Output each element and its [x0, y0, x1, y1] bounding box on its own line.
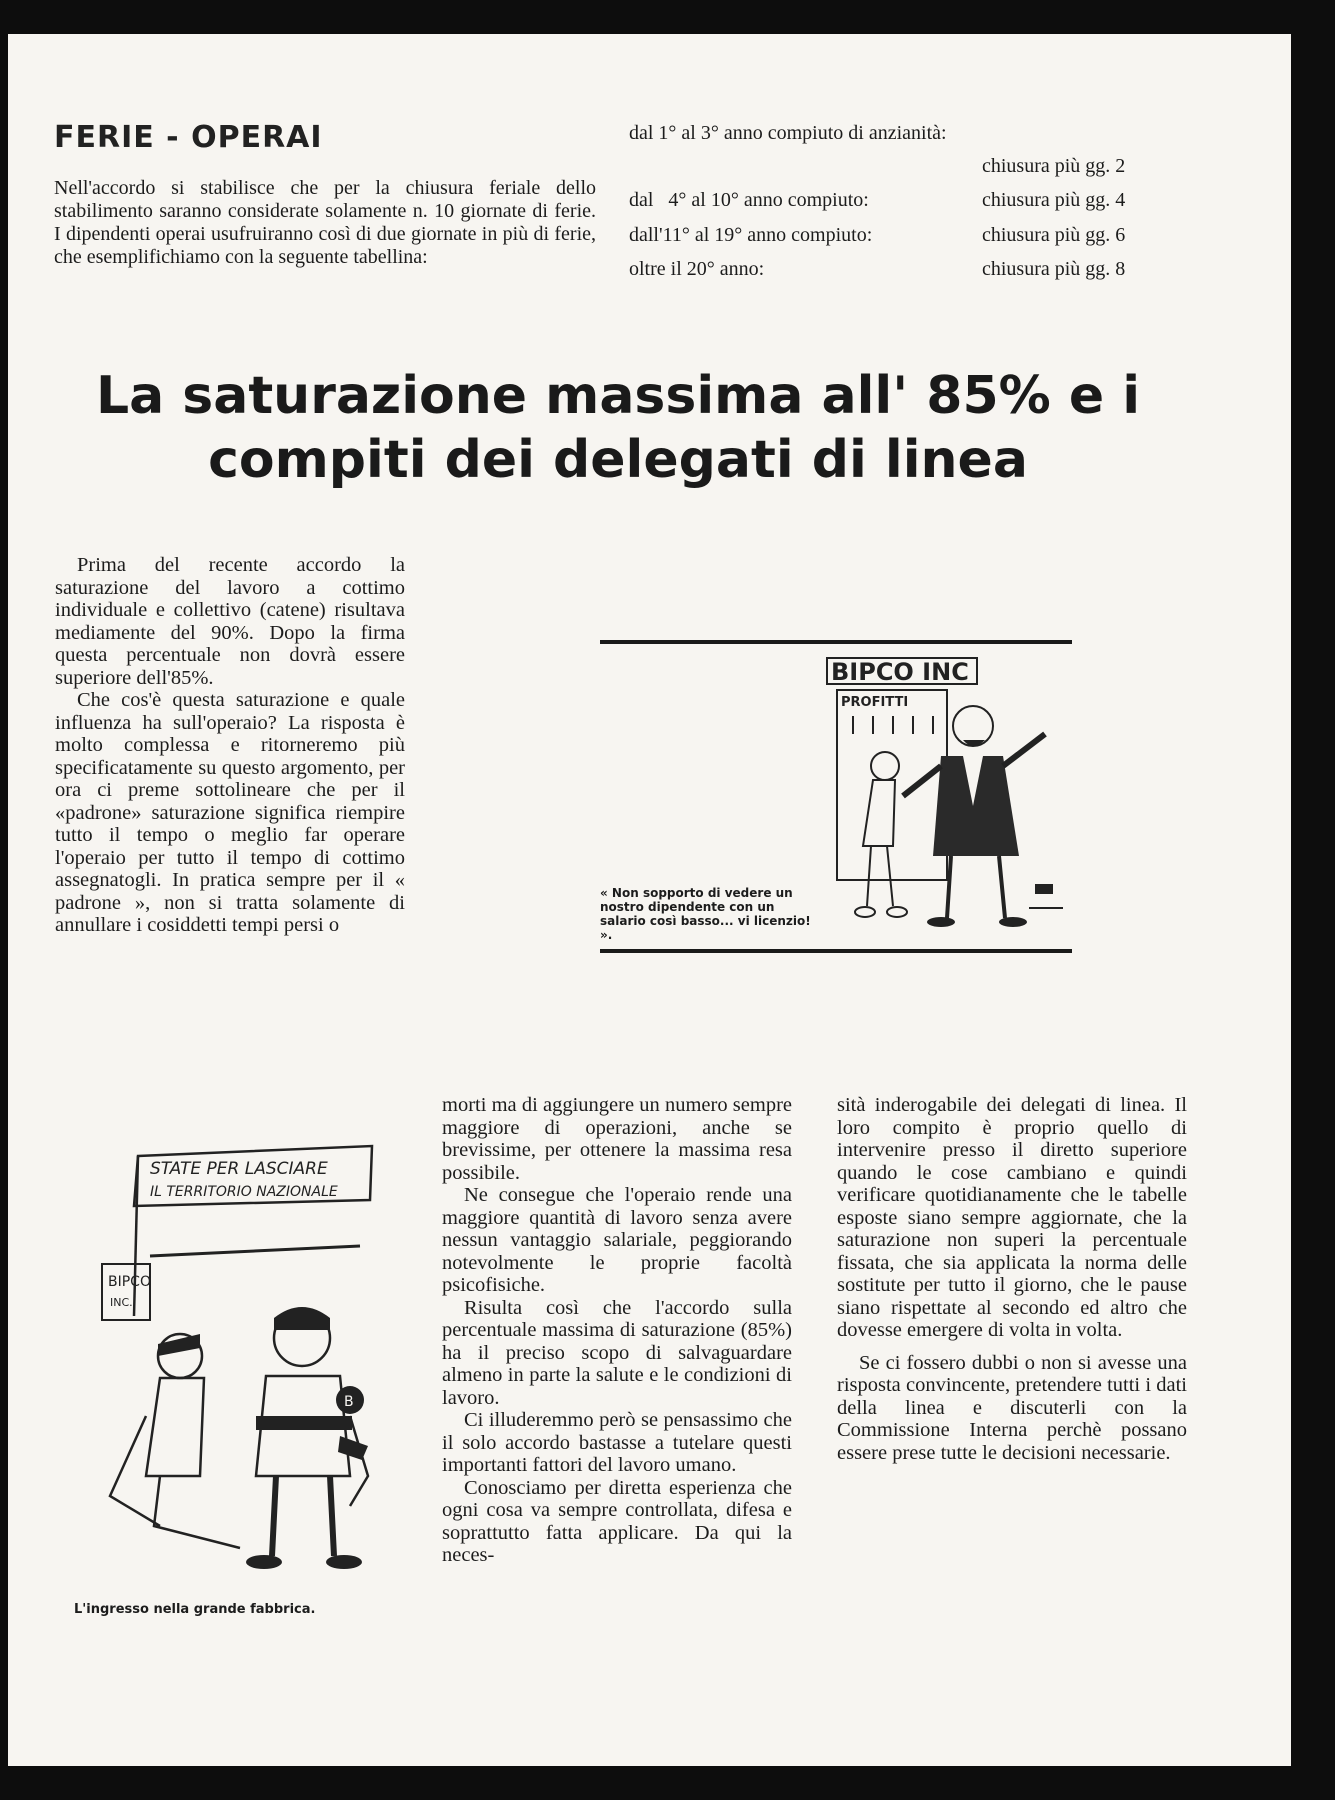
armband-letter: B [344, 1394, 354, 1410]
ferie-paragraph: Nell'accordo si stabilisce che per la chiusura feriale dello stabilimento saranno considerate solamente n. 10 giornate di ferie. I dipendenti operai usufruiranno così di due giornate in più di ferie, che esemplifichiamo con la seguente tabellina: [54, 177, 596, 268]
cartoon-guards-illustration [50, 1116, 390, 1601]
article-headline [68, 364, 1168, 492]
schedule-row-value: chiusura più gg. 4 [982, 189, 1126, 211]
schedule-row-value: chiusura più gg. 2 [982, 155, 1126, 177]
ferie-heading: FERIE - OPERAI [54, 120, 323, 155]
door-sign-line-2: INC. [110, 1296, 133, 1309]
article-column-3 [837, 1094, 1187, 1464]
door-sign-line-1: BIPCO [108, 1274, 151, 1290]
paragraph: Se ci fossero dubbi o non si avesse una risposta convincente, pretendere tutti i dati della linea e discuterli con la Commissione Interna perchè possano essere prese tutte le decisioni necessarie. [837, 1351, 1187, 1464]
paragraph: sità inderogabile dei delegati di linea. Il loro compito è proprio quello di intervenire presso il diretto superiore quando le cose cambiano e quindi verificare quotidianamente che le tabelle esposte siano sempre aggiornate, che la saturazione non superi la percentuale fissata, che sia applicata la norma delle sostitute per tutto il giorno, che le pause siano rispettate al secondo ed altro che dovesse emergere di volta in volta. [837, 1094, 1187, 1341]
schedule-row-value: chiusura più gg. 6 [982, 224, 1126, 246]
schedule-row-value: chiusura più gg. 8 [982, 258, 1126, 280]
paragraph: Risulta così che l'accordo sulla percentuale massima di saturazione (85%) ha il preciso scopo di salvaguardare almeno in parte la salute e le condizioni di lavoro. [442, 1296, 792, 1409]
schedule-intro: dal 1° al 3° anno compiuto di anzianità: [629, 122, 947, 144]
paragraph: morti ma di aggiungere un numero sempre maggiore di operazioni, anche se brevissime, per ottenere la massima resa possibile. [442, 1094, 792, 1184]
article-column-2 [442, 1094, 792, 1567]
article-column-1 [55, 554, 405, 937]
schedule-row-label: oltre il 20° anno: [629, 258, 765, 280]
document-page [8, 34, 1291, 1766]
divider-rule [600, 949, 1072, 953]
paragraph: Ci illuderemmo però se pensassimo che il solo accordo bastasse a tutelare questi importanti fattori del lavoro umano. [442, 1409, 792, 1476]
headline-line-2: compiti dei delegati di linea [208, 430, 1028, 490]
paragraph: Che cos'è questa saturazione e quale influenza ha sull'operaio? La risposta è molto complessa e ritorneremo più specificatamente su questo argomento, per ora ci preme sottolineare che per il «padrone» saturazione significa riempire tutto il tempo o meglio far operare l'operaio per tutto il tempo di cottimo assegnatogli. In pratica sempre per il « padrone », non si tratta solamente di annullare i cosiddetti tempi persi o [55, 689, 405, 936]
paragraph: Conosciamo per diretta esperienza che ogni cosa va sempre controllata, difesa e soprattutto fatta applicare. Da qui la neces- [442, 1476, 792, 1566]
cartoon-sign-line-1: STATE PER LASCIARE [150, 1159, 328, 1179]
headline-line-1: La saturazione massima all' 85% e i [95, 366, 1141, 426]
schedule-row-label: dal 4° al 10° anno compiuto: [629, 189, 869, 211]
cartoon-caption: « Non sopporto di vedere un nostro dipendente con un salario così basso... vi licenzio! ». [600, 886, 811, 942]
cartoon-sign-company: BIPCO INC [831, 658, 969, 686]
paragraph: Ne consegue che l'operaio rende una maggiore quantità di lavoro senza avere nessun vantaggio salariale, peggiorando notevolmente le proprie facoltà psicofisiche. [442, 1184, 792, 1296]
cartoon-sign-line-2: IL TERRITORIO NAZIONALE [150, 1184, 338, 1200]
paragraph: Prima del recente accordo la saturazione del lavoro a cottimo individuale e collettivo (catene) risultava mediamente del 90%. Dopo la firma questa percentuale non dovrà essere superiore dell'85%. [55, 554, 405, 689]
divider-rule [600, 640, 1072, 644]
schedule-row-label: dall'11° al 19° anno compiuto: [629, 224, 873, 246]
cartoon-boss-illustration [823, 656, 1083, 946]
cartoon-caption: L'ingresso nella grande fabbrica. [74, 1602, 316, 1617]
cartoon-sign-board: PROFITTI [841, 695, 909, 710]
